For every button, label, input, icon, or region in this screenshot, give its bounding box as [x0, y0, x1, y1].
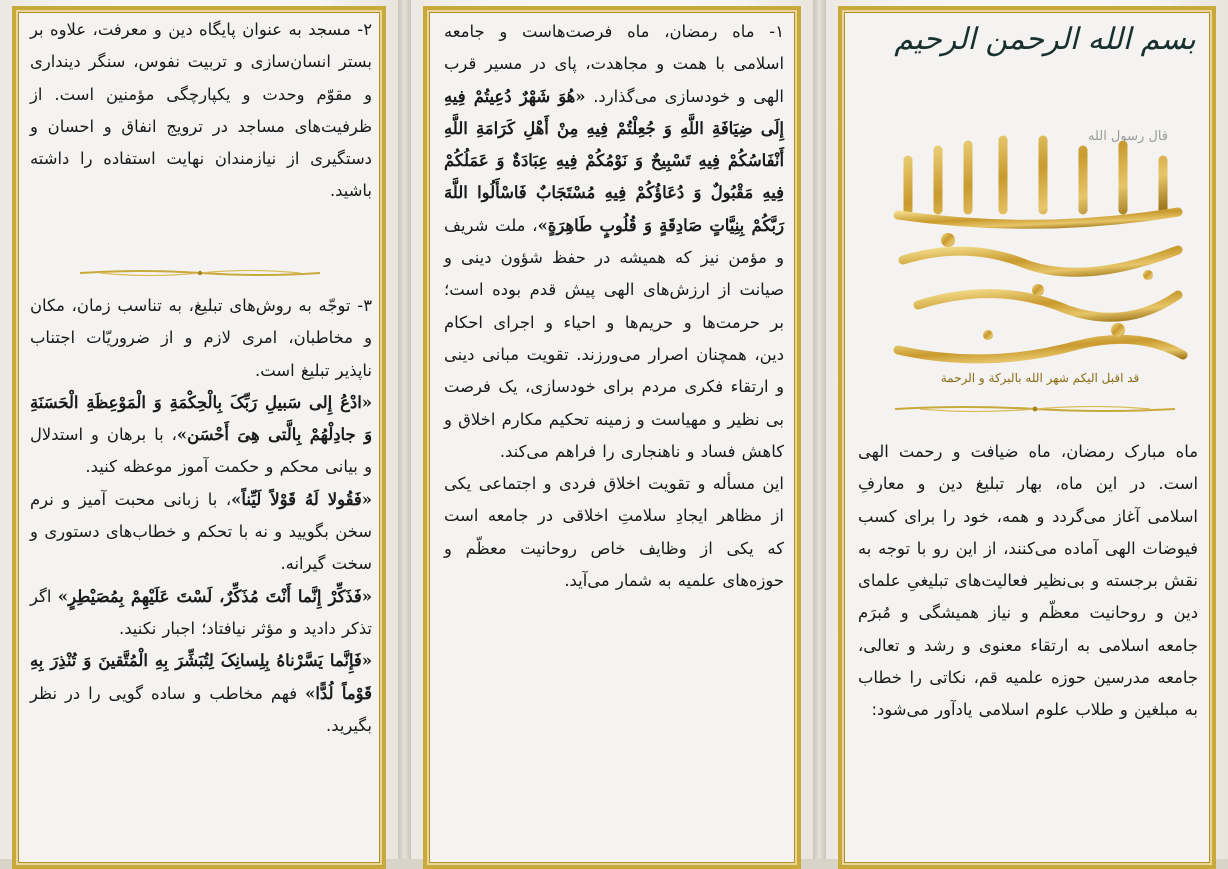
left-verse-3: «فَذَکِّرْ إِنَّما أَنْتَ مُذَکِّرٌ، لَسْتَ عَلَیْهِمْ بِمُصَیْطِرٍ»: [57, 586, 372, 606]
left-para-2-text: ۲- مسجد به عنوان پایگاه دین و معرفت، علاوه بر بستر انسان‌سازی و تربیت نفوس، سنگر دینداری و مقوّم وحدت و یکپارچگی مؤمنین است. از ظرفیت‌های مساجد در ترویج انفاق و احسان و دستگیری از نیازمندان نهایت استفاده را داشته باشید.: [30, 20, 372, 201]
calligraphy-caption: قال رسول الله: [1087, 129, 1169, 144]
left-para-2: [30, 14, 372, 208]
left-verse-4-line: [30, 645, 372, 742]
right-intro: [858, 436, 1198, 727]
left-verse-2-line: [30, 484, 372, 581]
middle-para-1: [444, 16, 784, 597]
right-intro-text: ماه مبارک رمضان، ماه ضیافت و رحمت الهی است. در این ماه، بهار تبلیغ دین و معارفِ اسلامی آغاز می‌گردد و همه، خود را برای کسب فیوضات الهی آماده می‌کنند، از این رو با توجه به نقش برجسته و بی‌نظیر فعالیت‌های تبلیغیِ علمای دین و روحانیت معظّم و نیاز همیشگی و مُبرَم جامعه اسلامی به ارتقاء معنوی و رشد و تعالی، جامعه مدرسین حوزه علمیه قم، نکاتی را خطاب به مبلغین و طلاب علوم اسلامی یادآور می‌شود:: [858, 442, 1198, 720]
left-verse-3-line: [30, 581, 372, 646]
left-para-3: [30, 290, 372, 742]
middle-para-2: این مسأله و تقویت اخلاق فردی و اجتماعی یکی از مظاهر ایجادِ سلامتِ اخلاقی در جامعه است که یکی از وظایف خاص روحانیت معظّم و حوزه‌های علمیه به شمار می‌آید.: [444, 474, 784, 591]
calligraphy-text: قد اقبل الیکم شهر الله بالبرکة و الرحمة: [940, 371, 1140, 385]
ornament-divider-right: [895, 402, 1175, 416]
left-verse-2: «فَقُولا لَهُ قَوْلاً لَیِّناً»: [231, 489, 372, 509]
gutter-right: [813, 0, 826, 859]
middle-hadith: «هُوَ شَهْرٌ دُعِیتُمْ فِیهِ إِلَی ضِیَافَةِ اللَّهِ وَ جُعِلْتُمْ فِیهِ مِنْ أَهْلِ کَرَامَةِ اللَّهِ أَنْفَاسُکُمْ فِیهِ تَسْبِیحٌ وَ نَوْمُکُمْ فِیهِ عِبَادَةٌ وَ عَمَلُکُمْ فِیهِ مَقْبُولٌ وَ دُعَاؤُکُمْ فِیهِ مُسْتَجَابٌ فَاسْأَلُوا اللَّهَ رَبَّکُمْ بِنِیَّاتٍ صَادِقَةٍ وَ قُلُوبٍ طَاهِرَةٍ»: [444, 86, 784, 235]
left-verse-1-line: [30, 387, 372, 484]
middle-intro: ۱- ماه رمضان، ماه فرصت‌هاست و جامعه اسلامی با همت و مجاهدت، پای در مسیر قرب الهی و خودسازی می‌گذارد.: [444, 22, 784, 106]
left-verse-4: «فَإِنَّما یَسَّرْناهُ بِلِسانِکَ لِتُبَشِّرَ بِهِ الْمُتَّقینَ وَ تُنْذِرَ بِهِ قَوْماً لُدًّا»: [30, 651, 372, 703]
gutter-left: [398, 0, 411, 859]
middle-para-1-line: [444, 16, 784, 468]
basmala-heading: بسم الله الرحمن الرحیم: [894, 22, 1196, 57]
ornament-divider-left: [80, 266, 320, 280]
left-verse-4-tail: فهم مخاطب و ساده گویی را در نظر بگیرید.: [30, 683, 372, 735]
calligraphy-emblem: [878, 100, 1202, 390]
middle-after-hadith: ، ملت شریف و مؤمن نیز که همیشه در حفظ شؤون دینی و صیانت از ارزش‌های الهی پیش قدم بوده است؛ بر حرمت‌ها و حریم‌ها و احیاء و اجرای احکام دین، همچنان اصرار می‌ورزند. تقویت مبانی دینی و ارتقاء فکری مردم برای خودسازی، یک فرصت بی نظیر و مهیاست و زمینه تحکیم مکارم اخلاق و کاهش فساد و ناهنجاری را فراهم می‌کند.: [444, 215, 784, 461]
left-verse-1-tail: ، با برهان و استدلال و بیانی محکم و حکمت آموز موعظه کنید.: [30, 425, 372, 477]
left-para-3-intro: ۳- توجّه به روش‌های تبلیغ، به تناسب زمان، مکان و مخاطبان، امری لازم و از ضروریّات اجتناب ناپذیر تبلیغ است.: [30, 296, 372, 380]
left-verse-3-tail: اگر تذکر دادید و مؤثر نیافتاد؛ اجبار نکنید.: [30, 586, 372, 638]
left-verse-1: «ادْعُ إِلی سَبیلِ رَبِّکَ بِالْحِکْمَةِ وَ الْمَوْعِظَةِ الْحَسَنَةِ وَ جادِلْهُمْ بِالَّتی هِیَ أَحْسَن»: [30, 392, 372, 445]
left-verse-2-tail: ، با زبانی محبت آمیز و نرم سخن بگویید و نه با تحکم و خطاب‌های دستوری و سخت گیرانه.: [30, 489, 372, 574]
